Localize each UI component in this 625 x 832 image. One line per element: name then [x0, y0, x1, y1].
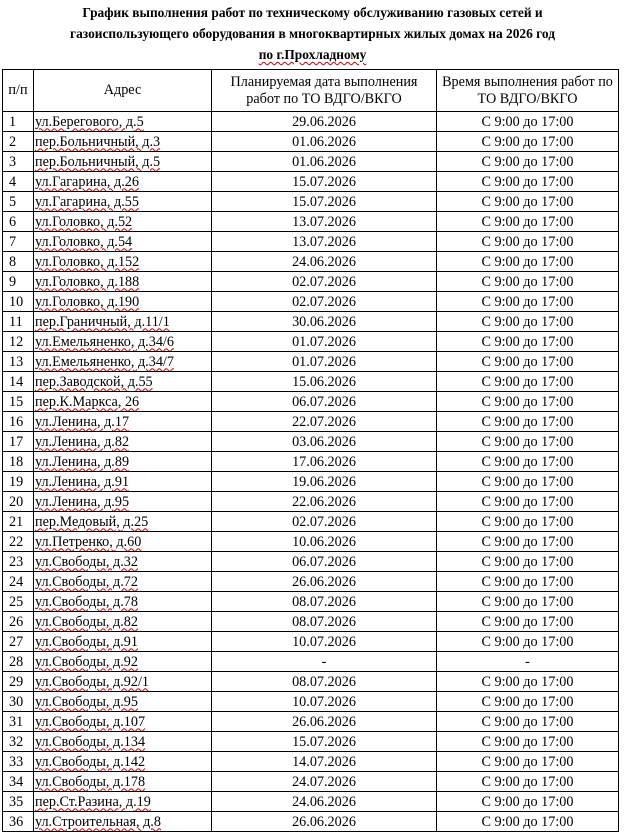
row-address [34, 392, 212, 412]
address-text: пер.Медовый, д.25 [35, 513, 149, 530]
row-number: 2 [3, 132, 34, 152]
header-time: Время выполнения работ по ТО ВДГО/ВКГО [437, 70, 619, 112]
row-number: 32 [3, 732, 34, 752]
table-row [3, 132, 619, 152]
row-address [34, 432, 212, 452]
row-number: 26 [3, 612, 34, 632]
row-date: 14.07.2026 [212, 752, 437, 772]
row-number: 29 [3, 672, 34, 692]
address-text: пер.Больничный, д.3 [35, 133, 161, 150]
title-line-3: по г.Прохладному [258, 47, 367, 62]
row-number: 9 [3, 272, 34, 292]
row-time: С 9:00 до 17:00 [437, 492, 619, 512]
row-number: 25 [3, 592, 34, 612]
table-row [3, 732, 619, 752]
row-time: С 9:00 до 17:00 [437, 392, 619, 412]
row-address [34, 292, 212, 312]
row-address [34, 152, 212, 172]
row-address [34, 572, 212, 592]
address-text: ул.Ленина, д.17 [35, 413, 130, 430]
row-time: С 9:00 до 17:00 [437, 712, 619, 732]
address-text: ул.Емельяненко, д.34/7 [35, 353, 174, 370]
row-number: 31 [3, 712, 34, 732]
table-row [3, 192, 619, 212]
row-time: С 9:00 до 17:00 [437, 472, 619, 492]
address-text: ул.Головко, д.190 [35, 293, 140, 310]
row-number: 34 [3, 772, 34, 792]
address-text: ул.Гагарина, д.55 [35, 193, 139, 210]
row-date: 08.07.2026 [212, 672, 437, 692]
row-number: 28 [3, 652, 34, 672]
row-number: 27 [3, 632, 34, 652]
row-time: С 9:00 до 17:00 [437, 572, 619, 592]
row-date: 26.06.2026 [212, 572, 437, 592]
row-number: 19 [3, 472, 34, 492]
address-text: ул.Свободы, д.107 [35, 713, 146, 730]
row-date: 01.07.2026 [212, 352, 437, 372]
row-time: С 9:00 до 17:00 [437, 212, 619, 232]
row-date: 22.06.2026 [212, 492, 437, 512]
row-time: С 9:00 до 17:00 [437, 752, 619, 772]
row-address [34, 332, 212, 352]
row-address [34, 312, 212, 332]
row-address [34, 372, 212, 392]
table-row [3, 412, 619, 432]
row-number: 13 [3, 352, 34, 372]
row-time: С 9:00 до 17:00 [437, 332, 619, 352]
row-date: 15.07.2026 [212, 172, 437, 192]
row-date: 24.06.2026 [212, 792, 437, 812]
address-text: пер.Граничный, д.11/1 [35, 313, 170, 330]
row-number: 30 [3, 692, 34, 712]
address-text: ул.Свободы, д.78 [35, 593, 138, 610]
row-address [34, 232, 212, 252]
row-date: 10.07.2026 [212, 692, 437, 712]
address-text: ул.Гагарина, д.26 [35, 173, 139, 190]
row-time: С 9:00 до 17:00 [437, 672, 619, 692]
table-row [3, 772, 619, 792]
row-number: 36 [3, 812, 34, 832]
row-number: 3 [3, 152, 34, 172]
table-row [3, 752, 619, 772]
row-time: С 9:00 до 17:00 [437, 812, 619, 832]
row-number: 35 [3, 792, 34, 812]
row-date: 01.06.2026 [212, 152, 437, 172]
row-time: С 9:00 до 17:00 [437, 592, 619, 612]
address-text: ул.Свободы, д.92 [35, 653, 138, 670]
table-row [3, 372, 619, 392]
row-time: С 9:00 до 17:00 [437, 232, 619, 252]
table-row [3, 652, 619, 672]
row-address [34, 692, 212, 712]
row-number: 22 [3, 532, 34, 552]
row-date: 26.06.2026 [212, 812, 437, 832]
row-time: С 9:00 до 17:00 [437, 612, 619, 632]
table-row [3, 572, 619, 592]
row-time: С 9:00 до 17:00 [437, 252, 619, 272]
row-address [34, 492, 212, 512]
table-body [3, 112, 619, 832]
table-row [3, 592, 619, 612]
row-number: 33 [3, 752, 34, 772]
row-address [34, 192, 212, 212]
row-date: 19.06.2026 [212, 472, 437, 492]
table-row [3, 332, 619, 352]
row-number: 8 [3, 252, 34, 272]
address-text: ул.Берегового, д.5 [35, 113, 144, 130]
row-time: С 9:00 до 17:00 [437, 172, 619, 192]
table-row [3, 352, 619, 372]
table-row [3, 312, 619, 332]
row-address [34, 412, 212, 432]
address-text: ул.Ленина, д.91 [35, 473, 130, 490]
address-text: ул.Ленина, д.89 [35, 453, 130, 470]
row-address [34, 352, 212, 372]
row-address [34, 132, 212, 152]
row-time: С 9:00 до 17:00 [437, 792, 619, 812]
table-row [3, 392, 619, 412]
row-number: 5 [3, 192, 34, 212]
row-time: С 9:00 до 17:00 [437, 772, 619, 792]
row-date: 26.06.2026 [212, 712, 437, 732]
table-row [3, 152, 619, 172]
row-number: 1 [3, 112, 34, 132]
address-text: ул.Головко, д.152 [35, 253, 140, 270]
row-time: С 9:00 до 17:00 [437, 372, 619, 392]
row-time: С 9:00 до 17:00 [437, 312, 619, 332]
table-row [3, 472, 619, 492]
row-date: 13.07.2026 [212, 212, 437, 232]
row-address [34, 752, 212, 772]
address-text: ул.Свободы, д.72 [35, 573, 138, 590]
row-address [34, 732, 212, 752]
row-address [34, 592, 212, 612]
table-row [3, 532, 619, 552]
row-address [34, 212, 212, 232]
row-number: 11 [3, 312, 34, 332]
row-date: 01.06.2026 [212, 132, 437, 152]
address-text: ул.Емельяненко, д.34/6 [35, 333, 174, 350]
row-address [34, 792, 212, 812]
row-date: 22.07.2026 [212, 412, 437, 432]
row-date: 06.07.2026 [212, 552, 437, 572]
address-text: ул.Петренко, д.60 [35, 533, 142, 550]
row-number: 14 [3, 372, 34, 392]
table-row [3, 212, 619, 232]
row-date: 13.07.2026 [212, 232, 437, 252]
row-time: С 9:00 до 17:00 [437, 352, 619, 372]
row-address [34, 652, 212, 672]
address-text: ул.Свободы, д.142 [35, 753, 146, 770]
row-time: С 9:00 до 17:00 [437, 512, 619, 532]
address-text: ул.Ленина, д.82 [35, 433, 130, 450]
row-number: 6 [3, 212, 34, 232]
row-address [34, 512, 212, 532]
row-number: 23 [3, 552, 34, 572]
row-address [34, 112, 212, 132]
row-time: С 9:00 до 17:00 [437, 412, 619, 432]
row-address [34, 672, 212, 692]
address-text: пер.Заводской, д.55 [35, 373, 153, 390]
row-time: С 9:00 до 17:00 [437, 132, 619, 152]
address-text: пер.Больничный, д.5 [35, 153, 161, 170]
table-row [3, 812, 619, 832]
address-text: ул.Свободы, д.82 [35, 613, 138, 630]
row-address [34, 452, 212, 472]
address-text: ул.Свободы, д.91 [35, 633, 138, 650]
row-date: 01.07.2026 [212, 332, 437, 352]
table-row [3, 512, 619, 532]
address-text: ул.Головко, д.188 [35, 273, 140, 290]
address-text: ул.Свободы, д.32 [35, 553, 138, 570]
address-text: ул.Строительная, д.8 [35, 813, 161, 830]
row-date: 24.06.2026 [212, 252, 437, 272]
table-row [3, 612, 619, 632]
table-row [3, 492, 619, 512]
table-row [3, 452, 619, 472]
row-date: 10.07.2026 [212, 632, 437, 652]
row-date: 10.06.2026 [212, 532, 437, 552]
row-date: 29.06.2026 [212, 112, 437, 132]
row-address [34, 552, 212, 572]
table-row [3, 272, 619, 292]
row-date: 15.07.2026 [212, 192, 437, 212]
row-address [34, 772, 212, 792]
address-text: ул.Свободы, д.92/1 [35, 673, 149, 690]
header-address: Адрес [34, 70, 212, 112]
table-row [3, 672, 619, 692]
row-time: С 9:00 до 17:00 [437, 692, 619, 712]
header-date: Планируемая дата выполнения работ по ТО ВДГО/ВКГО [212, 70, 437, 112]
row-time: С 9:00 до 17:00 [437, 532, 619, 552]
row-date: 02.07.2026 [212, 292, 437, 312]
table-row [3, 632, 619, 652]
table-row [3, 692, 619, 712]
row-time: С 9:00 до 17:00 [437, 632, 619, 652]
row-address [34, 532, 212, 552]
row-number: 10 [3, 292, 34, 312]
row-time: С 9:00 до 17:00 [437, 452, 619, 472]
document-title [0, 2, 625, 65]
table-row [3, 552, 619, 572]
row-number: 18 [3, 452, 34, 472]
row-number: 12 [3, 332, 34, 352]
title-line-2: газоиспользующего оборудования в многоквартирных жилых домах на 2026 год [70, 26, 555, 41]
row-date: 02.07.2026 [212, 512, 437, 532]
row-number: 15 [3, 392, 34, 412]
row-date: 06.07.2026 [212, 392, 437, 412]
row-time: С 9:00 до 17:00 [437, 272, 619, 292]
row-address [34, 272, 212, 292]
row-date: 03.06.2026 [212, 432, 437, 452]
address-text: пер.Ст.Разина, д.19 [35, 793, 151, 810]
row-number: 4 [3, 172, 34, 192]
row-number: 20 [3, 492, 34, 512]
address-text: ул.Ленина, д.95 [35, 493, 130, 510]
table-row [3, 432, 619, 452]
row-date: 15.06.2026 [212, 372, 437, 392]
row-date: 08.07.2026 [212, 612, 437, 632]
address-text: ул.Свободы, д.95 [35, 693, 138, 710]
row-date: 17.06.2026 [212, 452, 437, 472]
row-address [34, 252, 212, 272]
row-number: 21 [3, 512, 34, 532]
row-date: 08.07.2026 [212, 592, 437, 612]
row-address [34, 172, 212, 192]
row-time: С 9:00 до 17:00 [437, 432, 619, 452]
schedule-table [2, 69, 619, 832]
row-time: С 9:00 до 17:00 [437, 152, 619, 172]
row-address [34, 812, 212, 832]
table-row [3, 172, 619, 192]
row-time: С 9:00 до 17:00 [437, 732, 619, 752]
row-time: С 9:00 до 17:00 [437, 552, 619, 572]
row-date: 02.07.2026 [212, 272, 437, 292]
table-row [3, 712, 619, 732]
row-number: 16 [3, 412, 34, 432]
address-text: ул.Головко, д.54 [35, 233, 133, 250]
row-address [34, 472, 212, 492]
table-row [3, 292, 619, 312]
row-number: 7 [3, 232, 34, 252]
address-text: пер.К.Маркса, 26 [35, 393, 140, 410]
row-address [34, 612, 212, 632]
row-date: - [212, 652, 437, 672]
row-number: 24 [3, 572, 34, 592]
row-address [34, 712, 212, 732]
table-row [3, 232, 619, 252]
address-text: ул.Свободы, д.178 [35, 773, 146, 790]
table-row [3, 252, 619, 272]
header-num: п/п [3, 70, 34, 112]
table-header-row [3, 70, 619, 112]
row-date: 24.07.2026 [212, 772, 437, 792]
row-address [34, 632, 212, 652]
row-time: - [437, 652, 619, 672]
row-time: С 9:00 до 17:00 [437, 112, 619, 132]
address-text: ул.Свободы, д.134 [35, 733, 146, 750]
table-row [3, 112, 619, 132]
table-row [3, 792, 619, 812]
row-time: С 9:00 до 17:00 [437, 292, 619, 312]
row-date: 30.06.2026 [212, 312, 437, 332]
title-line-1: График выполнения работ по техническому обслуживанию газовых сетей и [82, 5, 543, 20]
row-date: 15.07.2026 [212, 732, 437, 752]
address-text: ул.Головко, д.52 [35, 213, 133, 230]
row-time: С 9:00 до 17:00 [437, 192, 619, 212]
row-number: 17 [3, 432, 34, 452]
